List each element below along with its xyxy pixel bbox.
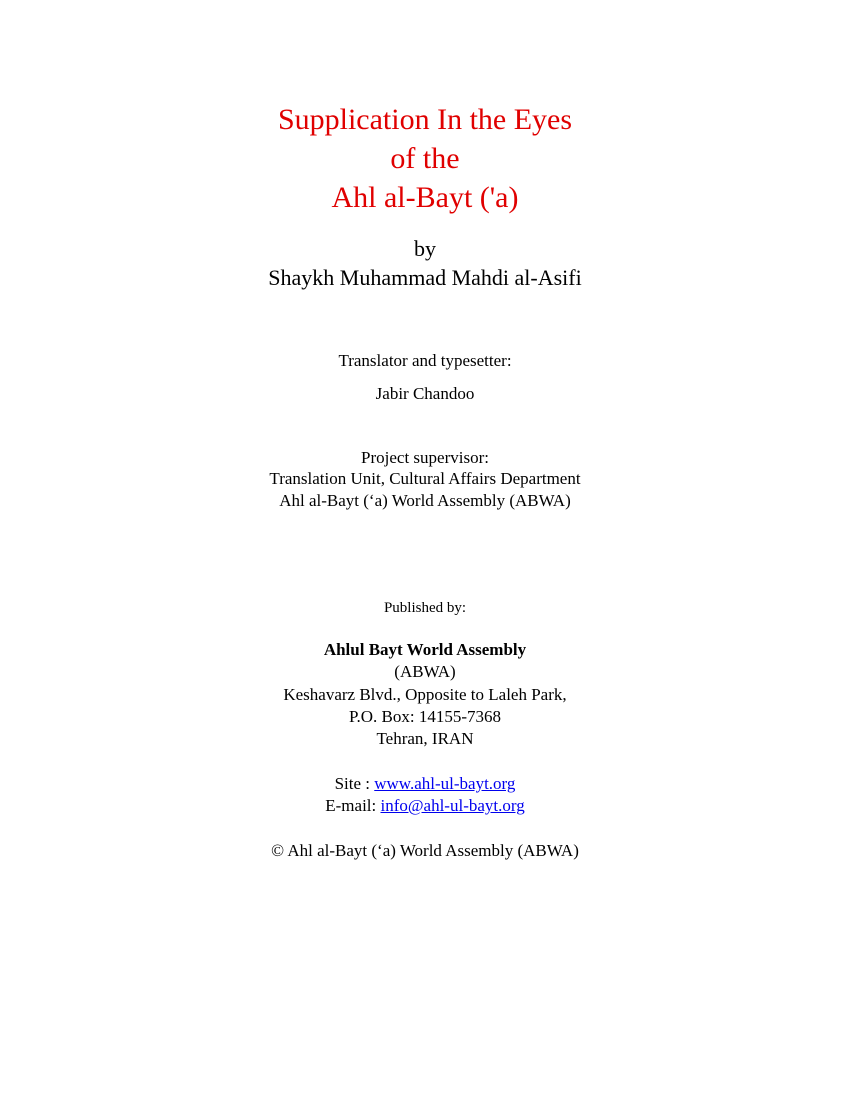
byline-by: by xyxy=(414,236,436,261)
translator-label: Translator and typesetter: xyxy=(338,351,512,370)
publisher-label: Published by: xyxy=(383,600,467,616)
title-line-1: Supplication In the Eyes xyxy=(277,103,573,136)
copyright-notice: © Ahl al-Bayt (‘a) World Assembly (ABWA) xyxy=(271,841,579,860)
supervisor-unit: Translation Unit, Cultural Affairs Department xyxy=(269,469,581,488)
publisher-address-3: Tehran, IRAN xyxy=(376,729,474,748)
supervisor-assembly: Ahl al-Bayt (‘a) World Assembly (ABWA) xyxy=(279,491,571,510)
supervisor-label: Project supervisor: xyxy=(361,448,489,467)
site-link[interactable]: www.ahl-ul-bayt.org xyxy=(374,774,516,793)
publisher-abbr: (ABWA) xyxy=(394,662,456,681)
site-line xyxy=(0,775,850,792)
author-name: Shaykh Muhammad Mahdi al-Asifi xyxy=(268,265,582,290)
publisher-name: Ahlul Bayt World Assembly xyxy=(323,640,527,659)
publisher-address-2: P.O. Box: 14155-7368 xyxy=(348,707,502,726)
email-label: E-mail: xyxy=(325,796,381,815)
title-line-3: Ahl al-Bayt ('a) xyxy=(331,181,519,214)
title-line-2: of the xyxy=(390,142,460,175)
email-link[interactable]: info@ahl-ul-bayt.org xyxy=(380,796,525,815)
site-label: Site : xyxy=(334,774,375,793)
publisher-address-1: Keshavarz Blvd., Opposite to Laleh Park, xyxy=(283,685,567,704)
translator-name: Jabir Chandoo xyxy=(375,384,475,403)
email-line xyxy=(0,797,850,814)
